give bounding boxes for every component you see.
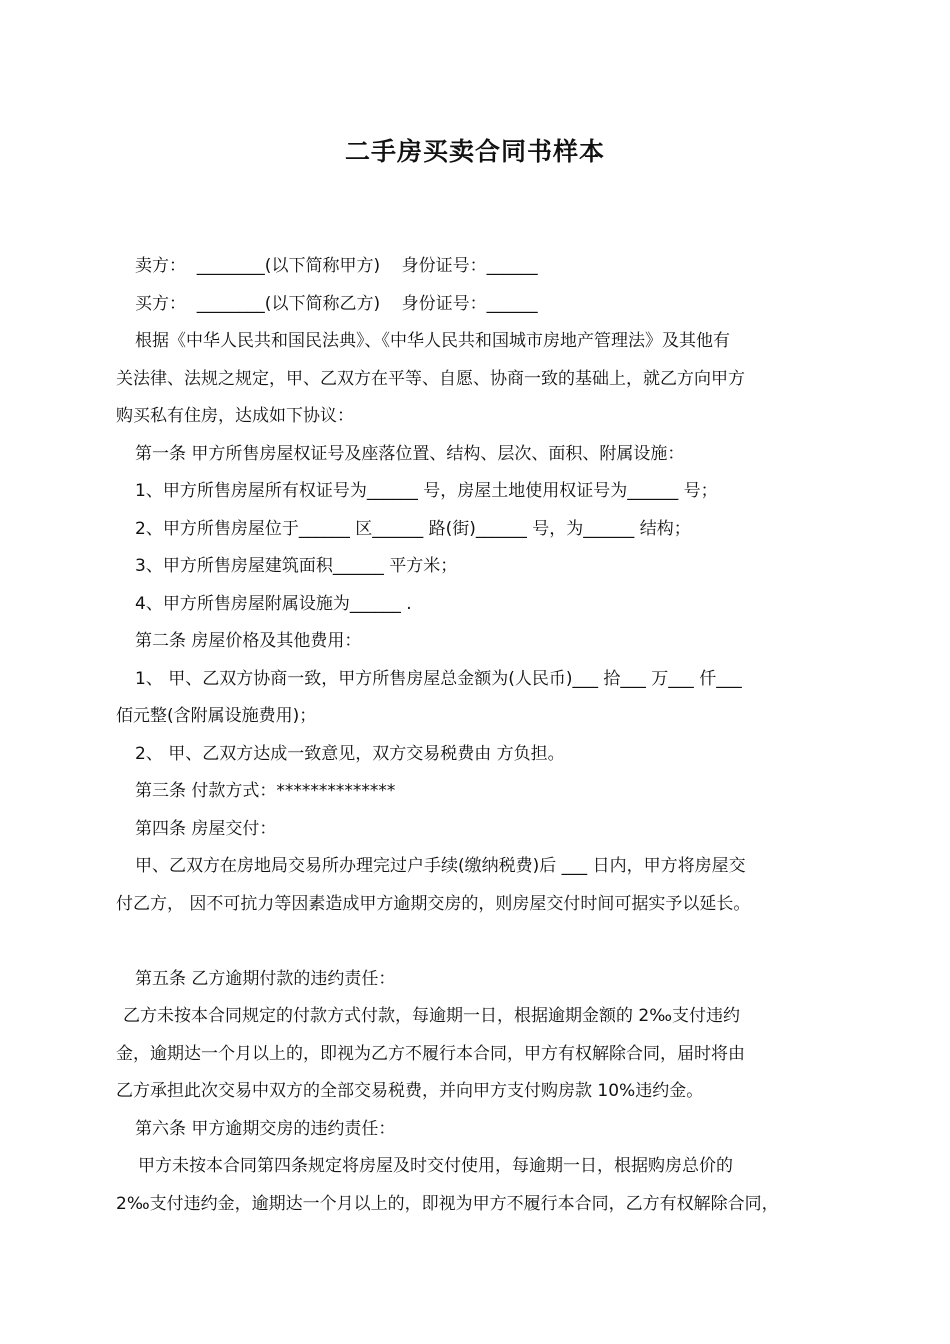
article-4-para-line-2: 付乙方， 因不可抗力等因素造成甲方逾期交房的，则房屋交付时间可据实予以延长。: [116, 893, 751, 914]
article-1-item-4: 4、甲方所售房屋附属设施为______ .: [135, 593, 412, 614]
article-1-heading: 第一条 甲方所售房屋权证号及座落位置、结构、层次、面积、附属设施：: [135, 443, 685, 464]
article-1-item-3: 3、甲方所售房屋建筑面积______ 平方米；: [135, 556, 458, 576]
article-1-item-1: 1、甲方所售房屋所有权证号为______ 号，房屋土地使用权证号为______ 号；: [135, 481, 718, 501]
preamble-line-3: 购买私有住房，达成如下协议：: [116, 406, 354, 426]
document-title: 二手房买卖合同书样本: [344, 137, 605, 166]
article-3-heading: 第三条 付款方式：**************: [135, 781, 396, 801]
article-5-para-line-3: 乙方承担此次交易中双方的全部交易税费，并向甲方支付购房款 10%违约金。: [116, 1081, 704, 1101]
article-6-heading: 第六条 甲方逾期交房的违约责任：: [135, 1118, 396, 1139]
article-1-item-2: 2、甲方所售房屋位于______ 区______ 路(街)______ 号，为______ 结构；: [135, 518, 691, 539]
article-2-heading: 第二条 房屋价格及其他费用：: [135, 631, 362, 651]
seller-line: 卖方： ________(以下简称甲方) 身份证号：______: [135, 256, 538, 276]
article-4-heading: 第四条 房屋交付：: [135, 818, 277, 839]
article-4-para-line-1: 甲、乙双方在房地局交易所办理完过户手续(缴纳税费)后 ___ 日内，甲方将房屋交: [135, 856, 746, 876]
article-5-heading: 第五条 乙方逾期付款的违约责任：: [135, 968, 396, 989]
article-2-item-1-cont: 佰元整(含附属设施费用)；: [116, 706, 317, 726]
article-6-para-line-1: 甲方未按本合同第四条规定将房屋及时交付使用，每逾期一日，根据购房总价的: [138, 1156, 733, 1176]
article-2-item-1: 1、 甲、乙双方协商一致，甲方所售房屋总金额为(人民币)___ 拾___ 万___ 仟___: [135, 668, 742, 689]
article-2-item-2: 2、 甲、乙双方达成一致意见，双方交易税费由 方负担。: [135, 743, 565, 764]
preamble-line-2: 关法律、法规之规定，甲、乙双方在平等、自愿、协商一致的基础上，就乙方向甲方: [116, 368, 745, 389]
article-6-para-line-2: 2‰支付违约金，逾期达一个月以上的，即视为甲方不履行本合同，乙方有权解除合同，: [116, 1193, 779, 1214]
article-5-para-line-2: 金，逾期达一个月以上的，即视为乙方不履行本合同，甲方有权解除合同，届时将由: [116, 1043, 745, 1064]
paragraph-gap: [116, 923, 836, 961]
article-5-para-line-1: 乙方未按本合同规定的付款方式付款，每逾期一日，根据逾期金额的 2‰支付违约: [123, 1006, 741, 1026]
preamble-line-1: 根据《中华人民共和国民法典》、《中华人民共和国城市房地产管理法》及其他有: [135, 331, 730, 351]
document-body: [116, 248, 836, 1223]
buyer-line: 买方： ________(以下简称乙方) 身份证号：______: [135, 293, 538, 314]
